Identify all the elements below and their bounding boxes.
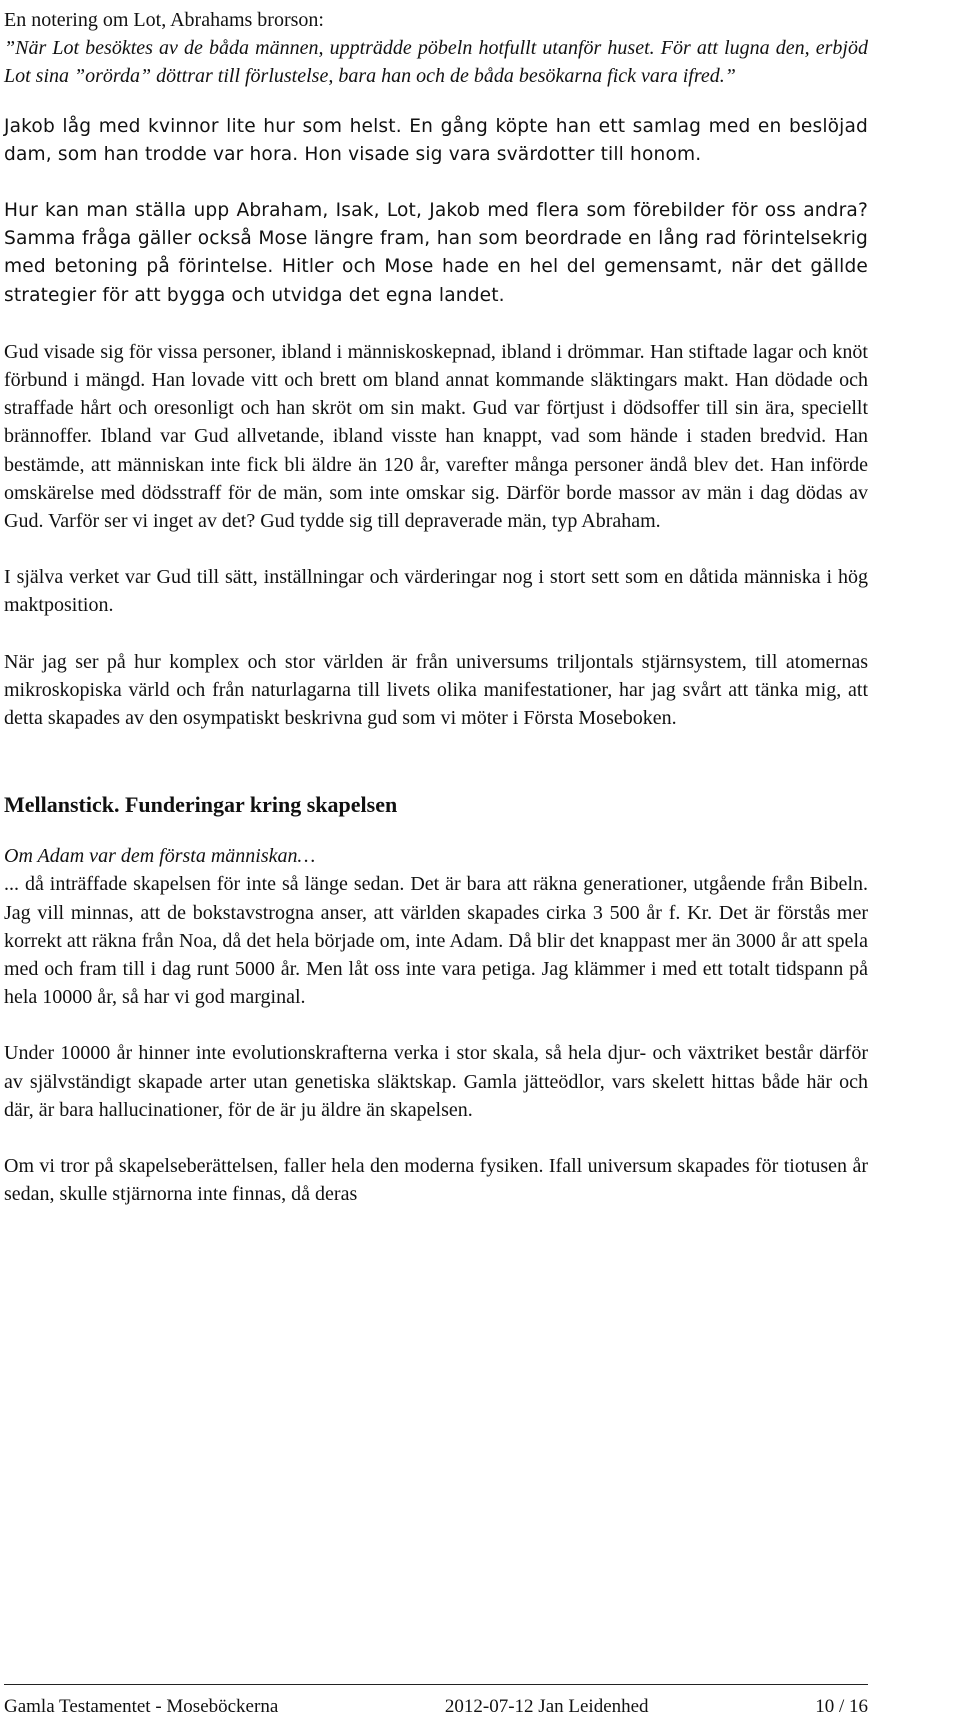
footer-document-title: Gamla Testamentet - Moseböckerna — [4, 1696, 279, 1717]
paragraph-varlden: När jag ser på hur komplex och stor världen är från universums triljontals stjärnsystem, till atomernas mikroskopiska värld och från naturlagarna till livets olika manifestationer, har jag svårt att tänka mig, att detta skapades av den osympatiskt beskrivna gud som vi möter i Första Moseboken. — [4, 650, 868, 730]
paragraph-fysiken: Om vi tror på skapelseberättelsen, faller hela den moderna fysiken. Ifall universum skapades för tiotusen år sedan, skulle stjärnorna inte finnas, då deras — [4, 1155, 868, 1206]
footer-date-author: 2012-07-12 Jan Leidenhed — [444, 1696, 649, 1717]
paragraph-lot-title: En notering om Lot, Abrahams brorson: — [4, 9, 324, 31]
paragraph-gud: Gud visade sig för vissa personer, ibland i människoskepnad, ibland i drömmar. Han stiftade lagar och knöt förbund i mängd. Han lovade vitt och brett om bland annat kommande släktingars makt. Han dödade och straffade hårt och oresonligt och han skröt om sin makt. Gud var förtjust i dödsoffer till sin ära, speciellt brännoffer. Ibland var Gud allvetande, ibland visste han knappt, vad som hände i staden bredvid. Han bestämde, att människan inte fick bli äldre än 120 år, varefter många personer ändå blev det. Han införde omskärelse med dödsstraff för de män, som inte omskar sig. Därför borde massor av män i dag dödas av Gud. Varför ser vi inget av det? Gud tydde sig till depraverade män, typ Abraham. — [4, 340, 868, 533]
paragraph-skapelsen: ... då inträffade skapelsen för inte så länge sedan. Det är bara att räkna generationer, utgående från Bibeln. Jag vill minnas, att de bokstavstrogna anser, att världen skapades cirka 3 500 år f. Kr. Det är förstås mer korrekt att räkna från Noa, då det hela började om, inte Adam. Då blir det knappast mer än 3000 år att spela med och fram till i dag runt 5000 år. Men låt oss inte vara petiga. Jag klämmer i med ett totalt tidspann på hela 10000 år, så har vi god marginal. — [4, 873, 868, 1009]
paragraph-evolution: Under 10000 år hinner inte evolutionskrafterna verka i stor skala, så hela djur- och växtriket består därför av självständigt skapade arter utan genetiska släktskap. Gamla jätteödlor, vars skelett hittas både här och där, är bara hallucinationer, för de är ju äldre än skapelsen. — [4, 1042, 868, 1121]
paragraph-jakob: Jakob låg med kvinnor lite hur som helst. En gång köpte han ett samlag med en beslöjad dam, som han trodde var hora. Hon visade sig vara svärdotter till honom. — [4, 115, 868, 165]
section-heading: Mellanstick. Funderingar kring skapelsen — [4, 792, 398, 818]
paragraph-lot-quote: ”När Lot besöktes av de båda männen, uppträdde pöbeln hotfullt utanför huset. För att lugna den, erbjöd Lot sina ”orörda” döttrar till förlustelse, bara han och de båda besökarna fick vara ifred.” — [4, 37, 868, 88]
paragraph-sjalva-verket: I själva verket var Gud till sätt, inställningar och värderingar nog i stort sett som en dåtida människa i hög maktposition. — [4, 566, 868, 617]
subheading-adam: Om Adam var dem första människan… — [4, 845, 316, 868]
paragraph-forebilder: Hur kan man ställa upp Abraham, Isak, Lot, Jakob med flera som förebilder för oss andra? Samma fråga gäller också Mose längre fram, han som beordrade en lång rad förintelsekrig med betoning på förintelse. Hitler och Mose hade en hel del gemensamt, när det gällde strategier för att bygga och utvidga det egna landet. — [4, 200, 868, 306]
footer-page-number: 10 / 16 — [815, 1696, 868, 1717]
page-footer — [4, 1684, 868, 1719]
document-page — [4, 6, 868, 1209]
